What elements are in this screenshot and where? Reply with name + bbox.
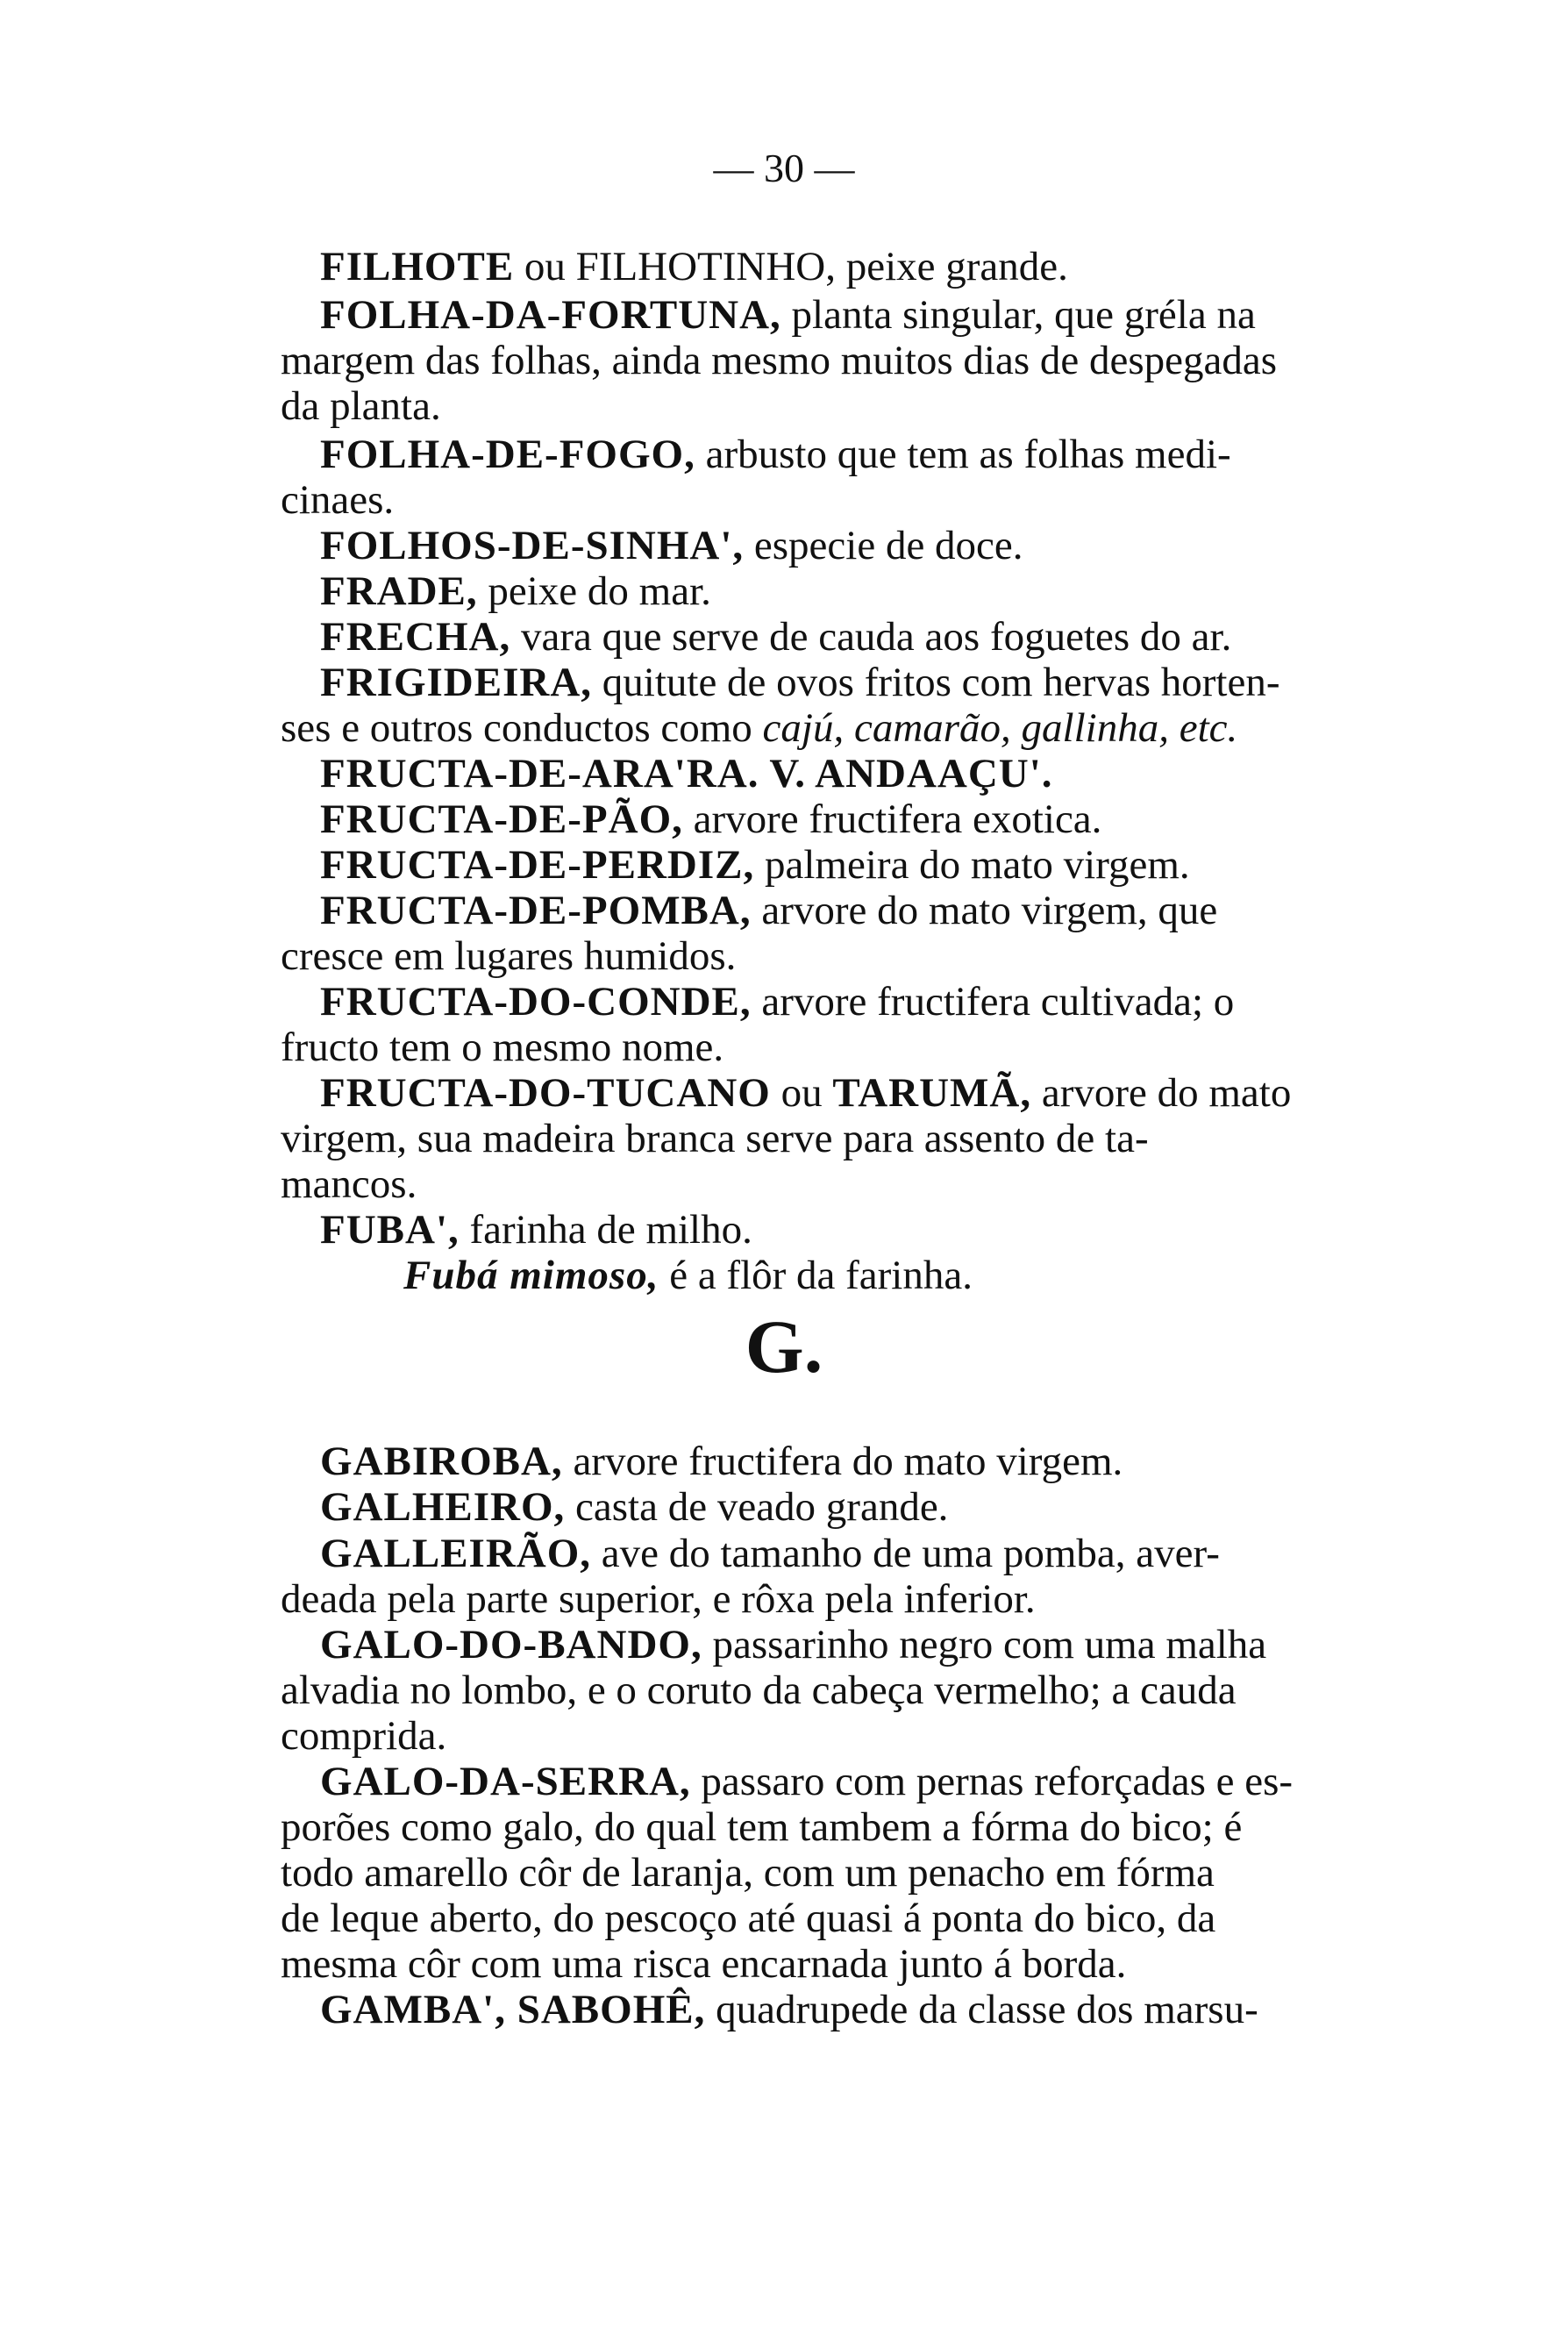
- definition-line: mancos.: [281, 1161, 417, 1207]
- definition-line: porões como galo, do qual tem tambem a fórma do bico; é: [281, 1804, 1243, 1850]
- entry-fructa-do-conde: [320, 979, 1329, 1025]
- connector: ou: [770, 1070, 833, 1116]
- entry-folha-da-fortuna: [320, 292, 1329, 338]
- definition-line: margem das folhas, ainda mesmo muitos dias de despegadas: [281, 338, 1278, 383]
- definition: passaro com pernas reforçadas e es-: [690, 1759, 1294, 1804]
- definition: arvore fructifera cultivada; o: [751, 979, 1235, 1025]
- headword: FRUCTA-DE-ARA'RA.: [320, 751, 759, 796]
- definition: planta singular, que gréla na: [780, 292, 1256, 338]
- definition-line: da planta.: [281, 383, 441, 429]
- headword: GALLEIRÃO,: [320, 1531, 592, 1576]
- headword: FRUCTA-DE-PERDIZ,: [320, 842, 755, 888]
- definition-line: deada pela parte superior, e rôxa pela inferior.: [281, 1576, 1036, 1622]
- definition-line: [281, 705, 1289, 751]
- headword: FUBA',: [320, 1207, 460, 1253]
- entry-fuba: [320, 1207, 1329, 1253]
- definition-line: alvadia no lombo, e o coruto da cabeça vermelho; a cauda: [281, 1667, 1237, 1713]
- headword: FOLHOS-DE-SINHA',: [320, 523, 745, 568]
- headword: FOLHA-DA-FORTUNA,: [320, 292, 781, 338]
- entry-galo-da-serra: [320, 1759, 1329, 1804]
- sub-entry-fuba-mimoso: [403, 1253, 1412, 1298]
- entry-fructa-de-pao: [320, 796, 1329, 842]
- headword: FOLHA-DE-FOGO,: [320, 432, 695, 477]
- definition: arvore do mato: [1031, 1070, 1292, 1116]
- headword: FRUCTA-DE-PÃO,: [320, 796, 683, 842]
- headword: GALO-DA-SERRA,: [320, 1759, 691, 1804]
- definition-line: todo amarello côr de laranja, com um penacho em fórma: [281, 1850, 1215, 1896]
- definition: casta de veado grande.: [565, 1484, 949, 1530]
- definition: arbusto que tem as folhas medi-: [695, 432, 1231, 477]
- definition-line: mesma côr com uma risca encarnada junto á borda.: [281, 1941, 1127, 1987]
- entry-fructa-de-pomba: [320, 888, 1329, 933]
- headword: GALO-DO-BANDO,: [320, 1622, 702, 1667]
- entry-frigideira: [320, 660, 1329, 705]
- definition: é a flôr da farinha.: [659, 1253, 973, 1298]
- definition: ou FILHOTINHO, peixe grande.: [514, 244, 1068, 289]
- entry-folha-de-fogo: [320, 432, 1329, 477]
- entry-galleirao: [320, 1531, 1329, 1576]
- definition-line: cinaes.: [281, 477, 395, 523]
- definition: farinha de milho.: [459, 1207, 752, 1253]
- headword: GABIROBA,: [320, 1439, 563, 1484]
- entry-fructa-do-tucano: [320, 1070, 1329, 1116]
- headword: FRUCTA-DO-TUCANO: [320, 1070, 771, 1116]
- definition-line: de leque aberto, do pescoço até quasi á ponta do bico, da: [281, 1896, 1216, 1941]
- definition-line: fructo tem o mesmo nome.: [281, 1025, 724, 1070]
- entry-filhote: [320, 244, 1329, 289]
- entry-fructa-de-arara: [320, 751, 1329, 796]
- entry-galheiro: [320, 1484, 1329, 1530]
- headword: FRIGIDEIRA,: [320, 660, 593, 705]
- definition-line: virgem, sua madeira branca serve para assento de ta-: [281, 1116, 1149, 1161]
- definition-line: cresce em lugares humidos.: [281, 933, 737, 979]
- headword: FRECHA,: [320, 614, 511, 660]
- headword: GALHEIRO,: [320, 1484, 566, 1530]
- headword: FRADE,: [320, 568, 478, 614]
- headword-alt: TARUMÃ,: [832, 1070, 1032, 1116]
- entry-frecha: [320, 614, 1329, 660]
- sub-headword: Fubá mimoso,: [403, 1253, 659, 1298]
- entry-frade: [320, 568, 1329, 614]
- entry-galo-do-bando: [320, 1622, 1329, 1667]
- definition: quadrupede da classe dos marsu-: [705, 1987, 1258, 2032]
- definition: especie de doce.: [744, 523, 1023, 568]
- definition: vara que serve de cauda aos foguetes do ar.: [510, 614, 1232, 660]
- definition: quitute de ovos fritos com hervas horten-: [592, 660, 1280, 705]
- entry-folhos-de-sinha: [320, 523, 1329, 568]
- cross-reference: V. ANDAAÇU'.: [759, 751, 1053, 796]
- section-letter: G.: [745, 1304, 823, 1389]
- entry-fructa-de-perdiz: [320, 842, 1329, 888]
- definition: ave do tamanho de uma pomba, aver-: [591, 1531, 1220, 1576]
- definition: arvore fructifera exotica.: [682, 796, 1102, 842]
- definition: palmeira do mato virgem.: [754, 842, 1190, 888]
- page-number: — 30 —: [713, 146, 855, 190]
- entry-gamba: [320, 1987, 1329, 2032]
- definition: arvore do mato virgem, que: [751, 888, 1218, 933]
- definition-line: comprida.: [281, 1713, 447, 1759]
- headword: FRUCTA-DO-CONDE,: [320, 979, 752, 1025]
- headword: GAMBA', SABOHÊ,: [320, 1987, 706, 2032]
- entry-gabiroba: [320, 1439, 1329, 1484]
- headword: FILHOTE: [320, 244, 515, 289]
- definition-text: ses e outros conductos como: [281, 705, 763, 751]
- headword: FRUCTA-DE-POMBA,: [320, 888, 752, 933]
- italic-examples: cajú, camarão, gallinha, etc.: [762, 705, 1238, 751]
- definition: peixe do mar.: [477, 568, 711, 614]
- definition: passarinho negro com uma malha: [702, 1622, 1267, 1667]
- definition: arvore fructifera do mato virgem.: [562, 1439, 1123, 1484]
